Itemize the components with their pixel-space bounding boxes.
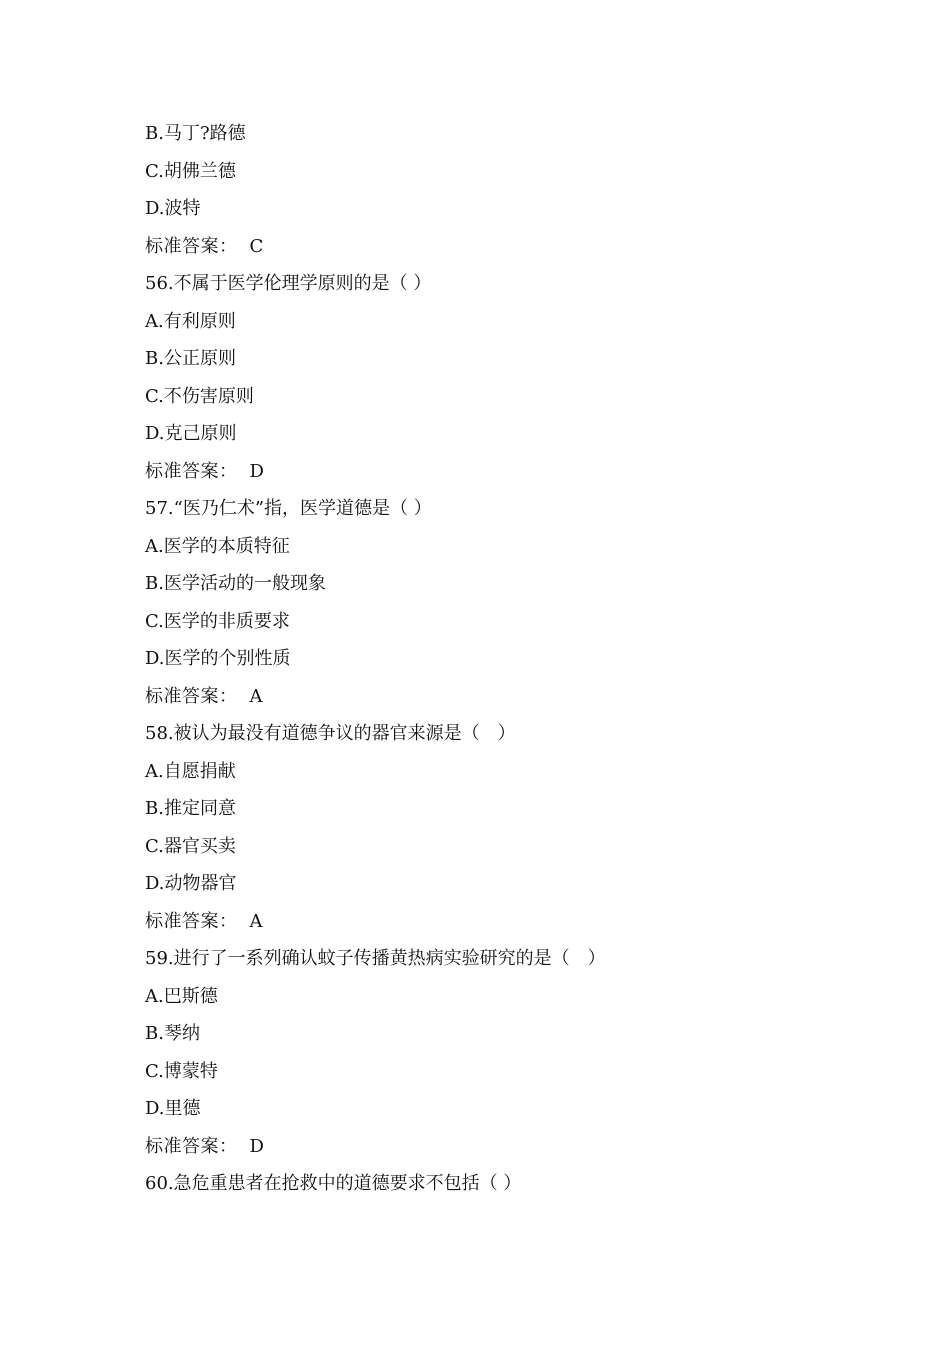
answer-line [145, 1133, 905, 1171]
option-line: C.博蒙特 [145, 1060, 218, 1082]
option-line: B.推定同意 [145, 798, 236, 819]
option-line: C.器官买卖 [145, 835, 236, 857]
question-line: 58.被认为最没有道德争议的器官来源是（ ） [145, 723, 516, 744]
answer-label: 标准答案： [145, 685, 238, 707]
option-line: D.波特 [145, 198, 201, 219]
question-line: 56.不属于医学伦理学原则的是（ ） [145, 273, 432, 294]
option-line: D.动物器官 [145, 873, 237, 894]
option-line: A.有利原则 [145, 310, 236, 332]
answer-line [145, 458, 905, 496]
option-line: D.克己原则 [145, 423, 237, 444]
answer-value: C [249, 235, 264, 257]
answer-label: 标准答案： [145, 460, 238, 482]
option-line: C.医学的非质要求 [145, 610, 290, 632]
option-line: A.巴斯德 [145, 985, 218, 1007]
answer-value: D [249, 1135, 264, 1157]
option-line: B.公正原则 [145, 348, 236, 369]
option-line: C.不伤害原则 [145, 385, 254, 407]
option-line: A.自愿捐献 [145, 760, 236, 782]
question-line: 60.急危重患者在抢救中的道德要求不包括（ ） [145, 1173, 522, 1194]
option-line: B.琴纳 [145, 1023, 200, 1044]
question-line: 59.进行了一系列确认蚊子传播黄热病实验研究的是（ ） [145, 948, 606, 969]
option-line: B.医学活动的一般现象 [145, 573, 326, 594]
answer-value: A [249, 685, 263, 707]
option-line: B.马丁?路德 [145, 123, 246, 144]
answer-line [145, 233, 905, 271]
option-line: D.里德 [145, 1098, 201, 1119]
option-line: C.胡佛兰德 [145, 160, 236, 182]
answer-label: 标准答案： [145, 910, 238, 932]
option-line: D.医学的个别性质 [145, 648, 291, 669]
answer-line [145, 683, 905, 721]
answer-label: 标准答案： [145, 1135, 238, 1157]
question-line: 57.“医乃仁术”指，医学道德是（ ） [145, 498, 432, 519]
answer-label: 标准答案： [145, 235, 238, 257]
document-page [145, 120, 905, 1208]
answer-value: D [249, 460, 264, 482]
option-line: A.医学的本质特征 [145, 535, 290, 557]
answer-line [145, 908, 905, 946]
answer-value: A [249, 910, 263, 932]
